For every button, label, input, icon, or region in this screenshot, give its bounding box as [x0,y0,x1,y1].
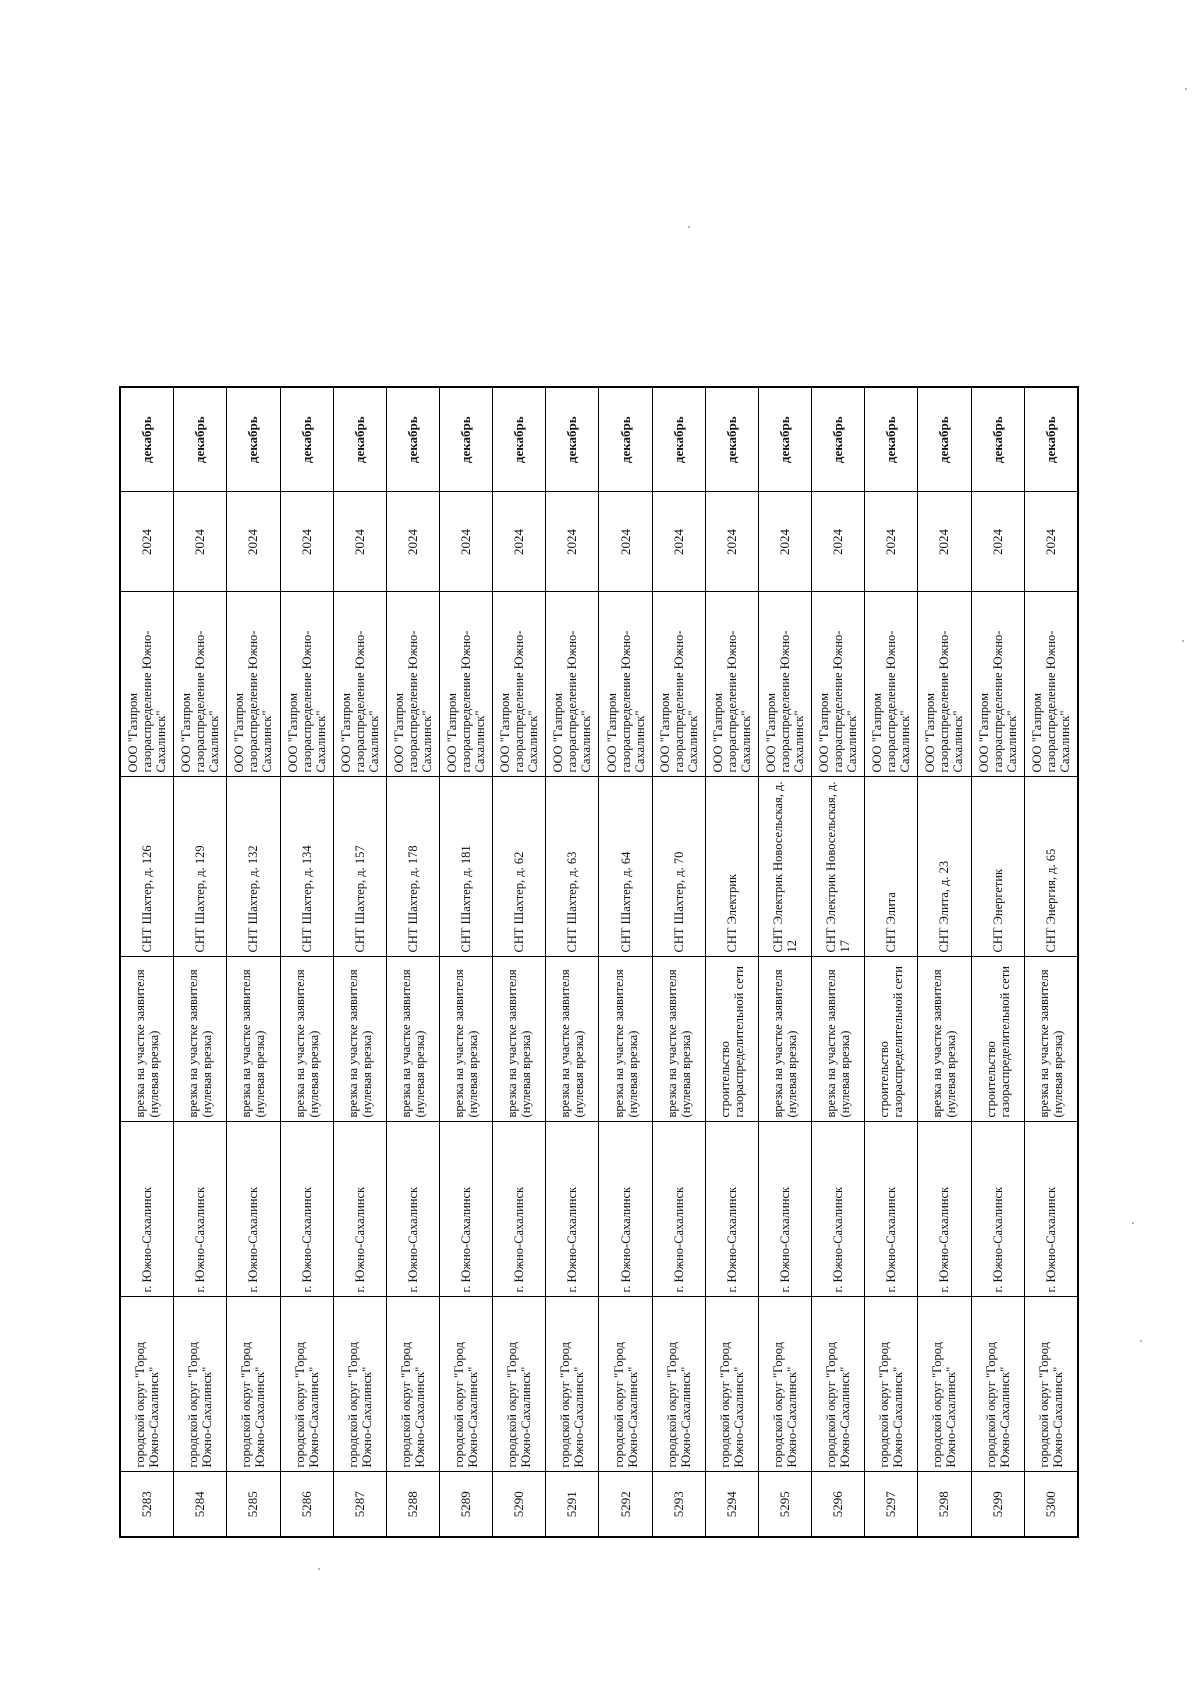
row-number: 5291 [546,1472,599,1537]
organization-cell: ООО "Газпром газораспределение Южно-Сахалинск" [652,592,705,777]
year-cell: 2024 [280,492,333,592]
municipality-cell: городской округ "Город Южно-Сахалинск" [493,1297,546,1472]
month-cell: декабрь [971,387,1024,492]
locality-cell: г. Южно-Сахалинск [333,1122,386,1297]
address-cell: СНТ Шахтер, д. 129 [174,777,227,957]
address-cell: СНТ Энергетик [971,777,1024,957]
year-cell: 2024 [918,492,971,592]
locality-cell: г. Южно-Сахалинск [1024,1122,1078,1297]
row-number: 5283 [120,1472,174,1537]
month-cell: декабрь [1024,387,1078,492]
row-number: 5299 [971,1472,1024,1537]
locality-cell: г. Южно-Сахалинск [865,1122,918,1297]
work-type-cell: врезка на участке заявителя (нулевая врезка) [546,957,599,1122]
month-cell: декабрь [493,387,546,492]
row-number: 5290 [493,1472,546,1537]
year-cell: 2024 [812,492,865,592]
table-row [493,387,546,1537]
address-cell: СНТ Электрик Новосельская, д. 12 [758,777,811,957]
locality-cell: г. Южно-Сахалинск [812,1122,865,1297]
locality-cell: г. Южно-Сахалинск [758,1122,811,1297]
locality-cell: г. Южно-Сахалинск [227,1122,280,1297]
year-cell: 2024 [758,492,811,592]
work-type-cell: врезка на участке заявителя (нулевая врезка) [386,957,439,1122]
table-row [280,387,333,1537]
work-type-cell: врезка на участке заявителя (нулевая врезка) [918,957,971,1122]
locality-cell: г. Южно-Сахалинск [440,1122,493,1297]
address-cell: СНТ Энергия, д. 65 [1024,777,1078,957]
year-cell: 2024 [652,492,705,592]
table-body [120,387,1078,1537]
organization-cell: ООО "Газпром газораспределение Южно-Сахалинск" [758,592,811,777]
locality-cell: г. Южно-Сахалинск [918,1122,971,1297]
address-cell: СНТ Электрик Новосельская, д. 17 [812,777,865,957]
scan-speck [1132,1222,1134,1224]
work-type-cell: врезка на участке заявителя (нулевая врезка) [1024,957,1078,1122]
table-row [652,387,705,1537]
address-cell: СНТ Элита, д. 23 [918,777,971,957]
row-number: 5295 [758,1472,811,1537]
year-cell: 2024 [227,492,280,592]
work-type-cell: врезка на участке заявителя (нулевая врезка) [174,957,227,1122]
organization-cell: ООО "Газпром газораспределение Южно-Сахалинск" [705,592,758,777]
table-row [333,387,386,1537]
organization-cell: ООО "Газпром газораспределение Южно-Сахалинск" [174,592,227,777]
year-cell: 2024 [174,492,227,592]
municipality-cell: городской округ "Город Южно-Сахалинск" [440,1297,493,1472]
address-cell: СНТ Шахтер, д. 132 [227,777,280,957]
table-row [120,387,174,1537]
row-number: 5292 [599,1472,652,1537]
organization-cell: ООО "Газпром газораспределение Южно-Сахалинск" [546,592,599,777]
year-cell: 2024 [386,492,439,592]
municipality-cell: городской округ "Город Южно-Сахалинск" [652,1297,705,1472]
municipality-cell: городской округ "Город Южно-Сахалинск" [918,1297,971,1472]
address-cell: СНТ Элита [865,777,918,957]
address-cell: СНТ Шахтер, д. 62 [493,777,546,957]
work-type-cell: строительство газораспределительной сети [971,957,1024,1122]
month-cell: декабрь [440,387,493,492]
table-row [386,387,439,1537]
address-cell: СНТ Шахтер, д. 157 [333,777,386,957]
scan-speck [1182,640,1184,642]
year-cell: 2024 [1024,492,1078,592]
address-cell: СНТ Шахтер, д. 64 [599,777,652,957]
work-type-cell: врезка на участке заявителя (нулевая врезка) [440,957,493,1122]
municipality-cell: городской округ "Город Южно-Сахалинск" [227,1297,280,1472]
year-cell: 2024 [546,492,599,592]
row-number: 5286 [280,1472,333,1537]
month-cell: декабрь [227,387,280,492]
locality-cell: г. Южно-Сахалинск [386,1122,439,1297]
month-cell: декабрь [865,387,918,492]
table-row [758,387,811,1537]
locality-cell: г. Южно-Сахалинск [174,1122,227,1297]
rotated-table-frame [119,388,1079,1538]
locality-cell: г. Южно-Сахалинск [546,1122,599,1297]
table-row [812,387,865,1537]
organization-cell: ООО "Газпром газораспределение Южно-Сахалинск" [1024,592,1078,777]
address-cell: СНТ Электрик [705,777,758,957]
month-cell: декабрь [333,387,386,492]
work-type-cell: врезка на участке заявителя (нулевая врезка) [652,957,705,1122]
locality-cell: г. Южно-Сахалинск [705,1122,758,1297]
row-number: 5289 [440,1472,493,1537]
year-cell: 2024 [971,492,1024,592]
table-row [227,387,280,1537]
table-row [971,387,1024,1537]
locality-cell: г. Южно-Сахалинск [599,1122,652,1297]
address-cell: СНТ Шахтер, д. 134 [280,777,333,957]
locality-cell: г. Южно-Сахалинск [971,1122,1024,1297]
month-cell: декабрь [652,387,705,492]
table-row [174,387,227,1537]
row-number: 5297 [865,1472,918,1537]
year-cell: 2024 [333,492,386,592]
work-type-cell: врезка на участке заявителя (нулевая врезка) [599,957,652,1122]
municipality-cell: городской округ "Город Южно-Сахалинск" [599,1297,652,1472]
gas-connection-table [119,386,1079,1538]
locality-cell: г. Южно-Сахалинск [120,1122,174,1297]
organization-cell: ООО "Газпром газораспределение Южно-Сахалинск" [333,592,386,777]
address-cell: СНТ Шахтер, д. 181 [440,777,493,957]
row-number: 5293 [652,1472,705,1537]
organization-cell: ООО "Газпром газораспределение Южно-Сахалинск" [386,592,439,777]
organization-cell: ООО "Газпром газораспределение Южно-Сахалинск" [971,592,1024,777]
municipality-cell: городской округ "Город Южно-Сахалинск" [333,1297,386,1472]
month-cell: декабрь [758,387,811,492]
month-cell: декабрь [386,387,439,492]
month-cell: декабрь [546,387,599,492]
municipality-cell: городской округ "Город Южно-Сахалинск" [1024,1297,1078,1472]
organization-cell: ООО "Газпром газораспределение Южно-Сахалинск" [918,592,971,777]
work-type-cell: строительство газораспределительной сети [705,957,758,1122]
municipality-cell: городской округ "Город Южно-Сахалинск" [705,1297,758,1472]
organization-cell: ООО "Газпром газораспределение Южно-Сахалинск" [812,592,865,777]
municipality-cell: городской округ "Город Южно-Сахалинск" [174,1297,227,1472]
year-cell: 2024 [705,492,758,592]
row-number: 5287 [333,1472,386,1537]
municipality-cell: городской округ "Город Южно-Сахалинск" [386,1297,439,1472]
month-cell: декабрь [812,387,865,492]
organization-cell: ООО "Газпром газораспределение Южно-Сахалинск" [227,592,280,777]
month-cell: декабрь [918,387,971,492]
work-type-cell: врезка на участке заявителя (нулевая врезка) [227,957,280,1122]
table-row [440,387,493,1537]
month-cell: декабрь [174,387,227,492]
work-type-cell: строительство газораспределительной сети [865,957,918,1122]
organization-cell: ООО "Газпром газораспределение Южно-Сахалинск" [599,592,652,777]
row-number: 5296 [812,1472,865,1537]
table-rotation-wrapper [119,388,1079,1538]
row-number: 5300 [1024,1472,1078,1537]
month-cell: декабрь [280,387,333,492]
municipality-cell: городской округ "Город Южно-Сахалинск" [758,1297,811,1472]
municipality-cell: городской округ "Город Южно-Сахалинск" [280,1297,333,1472]
row-number: 5294 [705,1472,758,1537]
scan-speck [1140,1340,1142,1342]
organization-cell: ООО "Газпром газораспределение Южно-Сахалинск" [120,592,174,777]
municipality-cell: городской округ "Город Южно-Сахалинск" [971,1297,1024,1472]
month-cell: декабрь [599,387,652,492]
row-number: 5288 [386,1472,439,1537]
table-row [918,387,971,1537]
municipality-cell: городской округ "Город Южно-Сахалинск" [120,1297,174,1472]
table-row [546,387,599,1537]
table-row [1024,387,1078,1537]
municipality-cell: городской округ "Город Южно-Сахалинск" [546,1297,599,1472]
scan-speck [318,1568,320,1570]
work-type-cell: врезка на участке заявителя (нулевая врезка) [812,957,865,1122]
locality-cell: г. Южно-Сахалинск [652,1122,705,1297]
table-row [599,387,652,1537]
locality-cell: г. Южно-Сахалинск [493,1122,546,1297]
table-row [865,387,918,1537]
scan-speck [1185,88,1187,90]
address-cell: СНТ Шахтер, д. 126 [120,777,174,957]
table-row [705,387,758,1537]
organization-cell: ООО "Газпром газораспределение Южно-Сахалинск" [280,592,333,777]
year-cell: 2024 [599,492,652,592]
organization-cell: ООО "Газпром газораспределение Южно-Сахалинск" [440,592,493,777]
row-number: 5284 [174,1472,227,1537]
work-type-cell: врезка на участке заявителя (нулевая врезка) [758,957,811,1122]
organization-cell: ООО "Газпром газораспределение Южно-Сахалинск" [493,592,546,777]
work-type-cell: врезка на участке заявителя (нулевая врезка) [120,957,174,1122]
work-type-cell: врезка на участке заявителя (нулевая врезка) [493,957,546,1122]
address-cell: СНТ Шахтер, д. 70 [652,777,705,957]
municipality-cell: городской округ "Город Южно-Сахалинск" [865,1297,918,1472]
municipality-cell: городской округ "Город Южно-Сахалинск" [812,1297,865,1472]
scan-speck [688,226,690,228]
row-number: 5285 [227,1472,280,1537]
year-cell: 2024 [440,492,493,592]
address-cell: СНТ Шахтер, д. 63 [546,777,599,957]
work-type-cell: врезка на участке заявителя (нулевая врезка) [333,957,386,1122]
year-cell: 2024 [120,492,174,592]
year-cell: 2024 [865,492,918,592]
year-cell: 2024 [493,492,546,592]
month-cell: декабрь [705,387,758,492]
row-number: 5298 [918,1472,971,1537]
work-type-cell: врезка на участке заявителя (нулевая врезка) [280,957,333,1122]
address-cell: СНТ Шахтер, д. 178 [386,777,439,957]
month-cell: декабрь [120,387,174,492]
organization-cell: ООО "Газпром газораспределение Южно-Сахалинск" [865,592,918,777]
locality-cell: г. Южно-Сахалинск [280,1122,333,1297]
